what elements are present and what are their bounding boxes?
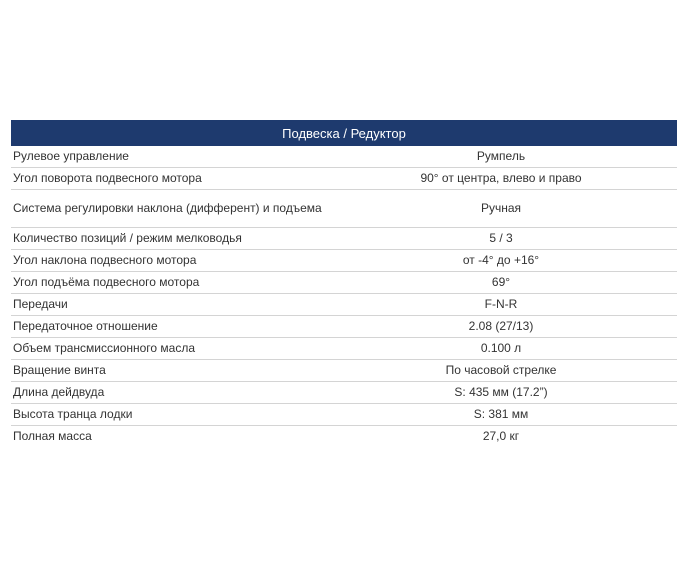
row-label: Количество позиций / режим мелководья [11,228,325,250]
row-value: 69° [325,272,677,294]
row-label: Передачи [11,294,325,316]
table-row [11,272,677,294]
table-row [11,294,677,316]
row-value: 5 / 3 [325,228,677,250]
row-value: 0.100 л [325,338,677,360]
row-value: 2.08 (27/13) [325,316,677,338]
row-label: Высота транца лодки [11,404,325,426]
table-row [11,338,677,360]
table-row [11,426,677,448]
spec-table [11,120,677,447]
row-value: Румпель [325,146,677,168]
table-row [11,190,677,228]
table-row [11,228,677,250]
table-header: Подвеска / Редуктор [11,120,677,146]
table-row [11,382,677,404]
row-label: Угол подъёма подвесного мотора [11,272,325,294]
row-label: Система регулировки наклона (дифферент) и подъема [11,190,325,228]
table-row [11,146,677,168]
row-value: 27,0 кг [482,429,520,443]
table-row [11,168,677,190]
table-row [11,250,677,272]
row-label: Длина дейдвуда [11,382,325,404]
row-label: Передаточное отношение [11,316,325,338]
row-label: Угол наклона подвесного мотора [11,250,325,272]
row-value: от -4° до +16° [325,250,677,272]
row-label: Рулевое управление [11,146,325,168]
table-row [11,360,677,382]
table-row [11,404,677,426]
row-value: Ручная [325,190,677,228]
row-value: S: 381 мм [325,404,677,426]
row-value: S: 435 мм (17.2”) [325,382,677,404]
table-row [11,316,677,338]
table-header-row [11,120,677,146]
row-value: 90° от центра, влево и право [325,168,677,190]
row-label: Полная масса [13,429,92,443]
row-label: Вращение винта [11,360,325,382]
row-label: Объем трансмиссионного масла [11,338,325,360]
row-label: Угол поворота подвесного мотора [11,168,325,190]
row-value: По часовой стрелке [325,360,677,382]
row-value: F-N-R [325,294,677,316]
